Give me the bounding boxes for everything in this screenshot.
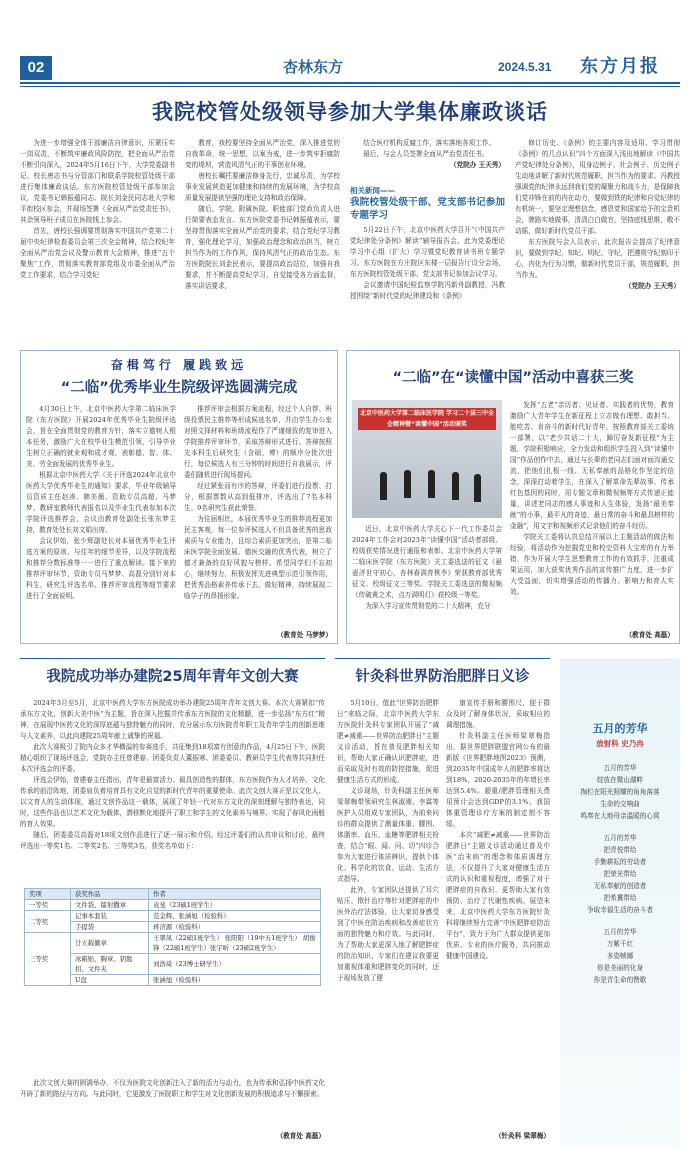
article2-col2-p2: 经过紧张而有序的答辩，评委们进行投票、打分，根据票数从高到低排序，评选出了7名本科生、9名研究生获此荣誉。 bbox=[184, 482, 332, 512]
article1-col2 bbox=[185, 138, 340, 346]
article4-closing: 此次文创大赛的圆满举办，不仅为医院文化创新注入了新的活力与动力，也为传承和弘扬中医药文化开辟了新的路径与方向。与此同时，它更激发了医院职工和学生对文化创新发展的积极追求与不懈探索。 bbox=[20, 1079, 325, 1098]
article1-headline: 我院校管处级领导参加大学集体廉政谈话 bbox=[152, 99, 548, 124]
article1-col3-p2: 最后，与会人员签署全面从严治党责任书。 bbox=[363, 150, 489, 158]
article4-closing-wrap bbox=[20, 1078, 325, 1114]
work-cell: 记事本套装 bbox=[71, 911, 149, 922]
article4-p1: 2024年3月至5月，北京中医药大学东方医院成功举办建院25周年青年文创大赛。本次大赛紧扣“传承东方文化，创新大美中医”为主题，旨在深入挖掘并传承东方医院的文化精髓，进一步弘扬“东方红”精神，在展现中医药文化的深厚底蕴与独特魅力的同时，充分展示东方医院青年职工及青年学生的创新思维与人文素养，以此向建院25周年献上诚挚的祝福。 bbox=[20, 699, 325, 740]
poem-line: 多姿帧娜 bbox=[606, 952, 634, 960]
poem-line: 把荣光带给 bbox=[603, 870, 637, 878]
article3-col2 bbox=[510, 400, 674, 628]
poem-line: 绽放在微山湖畔 bbox=[596, 776, 644, 784]
article2-col1-p3: 会议伊始，张少辉副处长对本届优秀毕业生评选方案的原则、与往年的细节差异，以及学院流程和推荐分数标准等一一进行了重点解读。接下来的推荐评审环节，资助专员马梦梦、高磊分别针对本科生、研究生评选名单、推荐评审流程等细节要求进行了全面说明。 bbox=[26, 537, 176, 600]
paper-logo: 东方月报 bbox=[580, 56, 660, 77]
article4-p2: 此次大赛吸引了院内众多才华横溢的参赛选手，共征集到18项富有创意的作品，4月25日下午，医院精心组织了现场评选会，党院办主任曾建春、团委负责人董振寒、团委委员、教研员学生代表等共同担任本次评选会的评委。 bbox=[20, 743, 325, 773]
article1-col4-author: （党院办 王天秀） bbox=[624, 282, 680, 290]
work-cell: 手提袋 bbox=[71, 922, 149, 933]
article3-headline: “二临”在“读懂中国”活动中喜获三奖 bbox=[392, 370, 634, 386]
article5-col1-p2: 义诊现场，针灸科副主任医师梁翠梅带领研究生林淑湘、李霖等医护人员组成专家团队，为前来问诊的群众提供了测量体重、腰围、体脂率、血压、血糖等肥胖相关检查，结合“眼、闻、问、切”四诊合参为大家进行体质辨识，提供个体化、科学化的饮食、运动、生活方式指导。 bbox=[337, 787, 439, 883]
author-cell: 袁斐（23硕1班学生） bbox=[149, 900, 321, 911]
photo-person-4 bbox=[452, 472, 459, 500]
poem-line: 五月的芳华 bbox=[603, 928, 637, 936]
article2-col2-p3: 为往届相比，本届优秀毕业生的推荐流程更加民主客观，每一位参评候选人不但具备优秀的思政素质与专业能力，且综合素质更加突出，是第二临床医学院全面发展、德医交融的优秀代表，树立了德才兼备的良好风貌与榜样。希望同学们不忘初心，继续努力，积极发挥先进典型示范引领作用，把优秀品格素养传承下去，做好精神，持续展现二临学子的昂扬形象。 bbox=[184, 515, 332, 600]
article3-col1-p1: 近日，北京中医药大学关心下一代工作委员会2024年工作会对2023年“读懂中国”活动者部级、校级获奖情况进行通报和表彰。北京中医药大学第二临床医学院（东方医院）关工委选送的征文《悬壶济世守初心，杏林春满育桃李》荣获教育部优秀征文、校级征文三等奖。学院关工委选送的微视频《传破黄之术，点万满明灯》获校级一等奖。 bbox=[352, 525, 502, 599]
page-number: 02 bbox=[20, 56, 52, 80]
poem-author: 放射科 史乃冉 bbox=[596, 739, 644, 748]
awards-header-award: 奖项 bbox=[25, 889, 71, 900]
table-row bbox=[25, 900, 321, 911]
article1-col3 bbox=[350, 138, 505, 346]
article4-headline: 我院成功举办建院25周年青年文创大赛 bbox=[46, 669, 299, 685]
awards-table-header bbox=[25, 889, 321, 900]
article1-col1 bbox=[20, 138, 175, 346]
article1-col2-p3: 随后，学院、附属医院、职能部门党政负责人进行简要表态发言。东方医院党委书记韩振蕴表示，要坚持贯彻落实全面从严治党的要求，结合党纪学习教育，强化理论学习，加强政治理念和政治担当，树立担当作为的工作作风，保持风清气正的政治生态。东方医院院长刘金民表示，要提高政治站位，加强自我要求，并不断提高党纪学习，自觉接受各方面监督，落实讲话要求， bbox=[185, 205, 340, 290]
issue-date: 2024.5.31 bbox=[498, 60, 552, 74]
poem-line: 把希冀带给 bbox=[603, 894, 637, 902]
article5-col1-p1: 5月10日，值此“世界防治肥胖日”来临之际，北京中医药大学东方医院针灸科专家团队开展了“减肥≠减重——世界防治肥胖日”主题义诊活动，旨在普及肥胖相关知识，帮助大家正确认识肥胖症，进而采取及时有效的防控措施，促进健康生活方式的形成。 bbox=[337, 699, 439, 784]
photo-person-5 bbox=[474, 474, 481, 502]
table-row bbox=[25, 933, 321, 954]
article5-col2-p1: 康宣传手册和腰围尺，便于群众及时了解身体状况，采取相应的调理措施。 bbox=[446, 699, 550, 729]
poem-line: 鸣奏在大地母亲温暖的心窝 bbox=[580, 812, 660, 820]
article2-headline: “二临”优秀毕业生院级评选圆满完成 bbox=[60, 380, 298, 396]
poem-line: 你是美丽的化身 bbox=[596, 964, 644, 972]
table-row bbox=[25, 911, 321, 922]
work-cell: 文件袋、镭射撒章 bbox=[71, 900, 149, 911]
work-cell: 廿五载徽章 bbox=[71, 933, 149, 954]
article2-kicker: 奋楫笃行 履践致远 bbox=[110, 358, 248, 372]
poem-line: 争取幸福生活的奋斗者 bbox=[587, 906, 653, 914]
work-cell: U盘 bbox=[71, 975, 149, 986]
related-news-p1: 5月22日下午，北京中医药大学召开“《中国共产党纪律处分条例》解读”辅导报告会。此为党委理论学习中心组（扩大）学习暨党纪教育读书班专题学习。东方医院在方庄院区东楼一层报告厅设分会场，东方医院校管处级干部、党支部书记参加会议学习。 bbox=[350, 226, 505, 278]
article4-p3: 评选会伊始，曾建春主任指出，青年是最富活力、最具创造性的群体，东方医院作为人才培养、文化传承的前沿阵地，团委肩负着培育具有文化自觉的新时代青年的重要使命。此次文创大赛正是以文化人、以文育人的生动体现，通过文创作品这一载体，展现了年轻一代对东方文化的深刻理解与独特表达，同时，这些作品也以艺术文化为载体，潜移默化地提升了职工和学生的文化素养与境界，实现了春风化雨般的育人效果。 bbox=[20, 776, 325, 828]
related-news-p2: 会议邀请中国纪检监察学院冯新舟副教授，冯教授围绕“新时代党的纪律建设和《条例》 bbox=[350, 281, 505, 300]
awards-table bbox=[24, 888, 321, 986]
article4-rule bbox=[20, 658, 325, 659]
article1-col2-p2: 唐校长嘱托要廉洁修身先行，忠诚尽责，为学校事业发展营造更加健康和持续的发展环境，为学校高质量发展提供坚强的理论支持和政治保障。 bbox=[185, 172, 340, 202]
article3-col2-p2: 学院关工委将认真总结开展以上主题活动的做法和经验，将活动作为挖掘党史和校史资料大宝库的有力举措，作为开展大学生思想教育工作的有效抓手，注重成果运用，加大获奖优秀作品的宣传推广力度，进一步扩大受益面，切实增强活动的传播力、影响力和育人实效。 bbox=[510, 533, 674, 596]
article5-headline: 针灸科世界防治肥胖日义诊 bbox=[355, 669, 530, 685]
article4-author: （教育处 高磊） bbox=[276, 1132, 325, 1140]
article5-rule bbox=[335, 658, 550, 659]
photo-person-2 bbox=[404, 470, 411, 498]
award-photo bbox=[352, 400, 502, 518]
related-news-title: 我院校管处级干部、党支部书记参加专题学习 bbox=[350, 197, 505, 221]
article5-author: （针灸科 梁翠梅） bbox=[494, 1132, 550, 1140]
poem-line: 万紫千红 bbox=[606, 940, 634, 948]
article1-col4-p2: 东方医院与会人员表示，此次报告会提高了纪律意识，要做到学纪、知纪、明纪、守纪，把遵规守纪刻印于心，内化为行为习惯，做新时代党员干部，规范履职，担当作为。 bbox=[515, 238, 680, 279]
award-cell: 一等奖 bbox=[25, 900, 71, 911]
article4-p4: 随后，团委委员高磊对18项文创作品进行了逐一展示和介绍。经过评委们的认真审议和讨论，最终评选出一等奖1名、二等奖2名、三等奖3名，获奖名单如下： bbox=[20, 831, 325, 850]
photo-person-3 bbox=[428, 470, 435, 498]
article3-col1 bbox=[352, 524, 502, 639]
article2-col1-p1: 4月30日上午，北京中医药大学第二临床医学院（东方医院）开展2024年优秀毕业生院级评选会，旨在全面贯彻党的教育方针，落实立德树人根本任务，激励广大在校毕业生模范引领，引导毕业生树立正确的就业观和成才观，表彰德、智、体、美、劳全面发展的优秀毕业生。 bbox=[26, 405, 176, 468]
section-title: 杏林东方 bbox=[283, 58, 344, 76]
poem-title: 五月的芳华 bbox=[592, 722, 648, 735]
article1-col1-p1: 为进一步增强全体干部廉洁自律意识，压紧压实一岗双责，不断筑牢廉政风险防控，把全面从严治党不断引向深入，2024年5月16日下午，大学党委副书记、校长唐志书与分管部门和联系学院校管处级干部进行集体廉政谈话。东方医院校管处级干部参加会议，党委书记韩振蕴同志、院长刘金民同志赴大学和平街校区参会，并现场签署《全面从严治党责任书》，其余领导班子成员在医院线上参会。 bbox=[20, 139, 175, 224]
award-cell: 三等奖 bbox=[25, 933, 71, 986]
related-news-tag: 相关新闻—— bbox=[350, 186, 395, 195]
author-cell: 范金辉、张涵旭（检验科） bbox=[149, 911, 321, 922]
article3-col2-p1: 发挥“五老”亲历者、见证者、实践者的优势，教育激励广大青年学生在新征程上立志做有理想、敢担当、能吃苦、肯奋斗的新时代好青年，按照教育部关工委统一部署，以“老少共话二十大，踔厉奋发新征程”为主题，学院积极响应，全力发动和组织学生投入到“读懂中国”作品创作中去，通过与长辈的老同志们面对面沟通交流，把他们扎根一线、无私奉献的品格化作坚定的信念，深深打动着学生，在深入了解革命先辈故事、传承红色基因的同时，用专题文章和微视频等方式传递正能量，讲述老同志的感人事迹和人生体验，发扬“最美奉献”的小事，最平凡的奇迹，最日常的奋斗和最具榜样的金融”，用文字和视频形式记录他们的奋斗经历。 bbox=[510, 401, 674, 530]
poem-line: 手勤耕耘的劳动者 bbox=[593, 858, 647, 866]
poem-line: 五月的芳华 bbox=[603, 834, 637, 842]
photo-person-1 bbox=[380, 472, 387, 500]
photo-banner: 北京中医药大学第二临床医学院 学习二十届三中全会精神暨“读懂中国”活动颁奖 bbox=[359, 410, 495, 428]
masthead-rule bbox=[20, 82, 680, 84]
poem-body bbox=[560, 762, 680, 986]
article1-col4 bbox=[515, 138, 680, 346]
author-cell: 张涵旭（检验科） bbox=[149, 975, 321, 986]
awards-header-work: 获奖作品 bbox=[71, 889, 149, 900]
article5-col2 bbox=[446, 698, 550, 1128]
poem-line: 掏栏在阳光照耀的角角落落 bbox=[580, 788, 660, 796]
article1-col2-p1: 教育，我校要坚持全面从严治党，深入推进党的自我革命，统一思想，以案为戒，进一步筑牢拒腐防变的堤坝，营造风清气正的干事创业环境。 bbox=[185, 139, 340, 169]
award-cell: 二等奖 bbox=[25, 911, 71, 933]
article5-col1 bbox=[337, 698, 439, 1143]
poem-stanza-1 bbox=[560, 762, 680, 822]
article2-col1-p2: 根据北京中医药大学《关于评选2024年北京中医药大学优秀毕业生的通知》要求，毕业年级辅导员资质主任赵涛、韩美薇、资助专员高超、马梦梦、教研室教师代表报名以及毕业生代表参加本次学院评选推荐会，会议由教育处副处长张东梦主持，教育处处长刘文娟出席。 bbox=[26, 471, 176, 534]
work-cell: 冰箱贴、胸章、钥匙扣、文件夹 bbox=[71, 954, 149, 975]
author-cell: 刘浩琦（23博士研学生） bbox=[149, 954, 321, 975]
article1-col3-p1: 结合医疗机构反腐工作，落实落地各项工作。 bbox=[363, 139, 496, 147]
article2-col1 bbox=[26, 404, 176, 639]
article2-author: （教育处 马梦梦） bbox=[276, 631, 332, 639]
article5-col2-p2: 针灸科副主任医师梁翠梅指出，据世界肥胖联盟官网公布的最新版《世界肥胖地图2023》预测，到2035年中国成年人的肥胖率将达到18%，2020-2035年的年增长率达到5.4%。超重/肥胖管理相关费用预计会达到GDP的3.1%，我国体重管理诊疗方案的制定刻不容缓。 bbox=[446, 732, 550, 828]
article1-col3-author: （党院办 王天秀） bbox=[449, 161, 505, 169]
article2-col2-p1: 推荐评审会根据方案流程，经过个人自荐、班级投票民主推荐等形成候选名单，并由学生办公室对照文择材料和班级流程作了严谨细致的复审进入学院推荐评审环节，采取答辩形式进行。答辩按照先本科生后研究生（含硕、博）的顺序分批次进行，每位候选人有三分钟的时间进行自我展示，评委们随机进行现场提问。 bbox=[184, 405, 332, 479]
poem-line: 生命的交响曲 bbox=[600, 800, 640, 808]
article2-col2 bbox=[184, 404, 332, 628]
poem-line: 你是青生命的赞歌 bbox=[593, 976, 647, 984]
masthead-rule-thin bbox=[20, 86, 680, 87]
author-cell: 王翠凤（22硕1班学生） 张阳阳（19中五1班学生） 胡俊锋（22硕1班学生）张宇昕（23硕2班学生） bbox=[149, 933, 321, 954]
article4-body bbox=[20, 698, 325, 886]
article1-col1-p2: 首先，唐校长强调要贯彻落实中国共产党第二十届中央纪律检查委员会第三次全会精神，结合校纪年全面从严治党会议及警示教育大会精神，推进“五个聚焦”工作，贯彻落实教育部党组及市委全面从严治党工作要求，结合学习党纪 bbox=[20, 227, 175, 279]
poem-stanza-2 bbox=[560, 832, 680, 916]
poem-line: 把青悦带给 bbox=[603, 846, 637, 854]
author-cell: 蒋济源（检验科） bbox=[149, 922, 321, 933]
poem-line: 五月的芳华 bbox=[603, 764, 637, 772]
article5-col2-p3: 本次“减肥≠减重——世界防治肥胖日”主题义诊活动通过普及中医“治未病”的理念和体质调理方法，不仅提升了大家对健康生活方式的认识和重视程度，增强了对于肥胖症的自我识、更帮助大家有效预防、治疗了代谢性疾病。展望未来，北京中医药大学东方医院针灸科将继续努力完善“中医肥胖症防治平台”，致力于为广大群众提供更加优质、专业的医疗服务，共同推动健康中国建设。 bbox=[446, 831, 550, 960]
awards-header-author: 作者 bbox=[149, 889, 321, 900]
poem-line: 无私奉献的创造者 bbox=[593, 882, 647, 890]
article1-col4-p1: 修订历史、《条例》的主要内容及适用、学习贯彻《条例》的几点认识”四个方面深入浅出地解读《中国共产党纪律处分条例》，用身边例子、社会例子、历史例子生动地讲解了新时代规范履职、担当作为的要求。冯教授强调党的纪律永远到我们党的凝聚力和战斗力，是保障我们党冲锋在前的内在动力，要做到铁的纪律和自觉纪律的有机统一，要坚定理想信念，感恩党和国家给予的宝贵机会，牌路实地做事，清清白白做官，坚持底线思维，敬不动摇，做好新时代党员干部。 bbox=[515, 139, 680, 235]
poem-stanza-3 bbox=[560, 926, 680, 986]
article3-col1-p2: 为深入学习宣传贯彻党的二十大精神，充分 bbox=[365, 602, 491, 610]
article5-col1-p3: 此外，专家团队还提供了耳穴贴压、揿针治疗等针对肥胖症的中医外治疗法体验，让大家切身感受到了中医在防治疾病和改善症状方面的独特魅力和疗效。与此同时，为了帮助大家更深入地了解肥胖症的防治知识，专家们在建议我要更加重视体重和肥胖变化的同时，还于现场发放了健 bbox=[337, 886, 439, 982]
article3-author: （教育处 高磊） bbox=[625, 631, 674, 639]
